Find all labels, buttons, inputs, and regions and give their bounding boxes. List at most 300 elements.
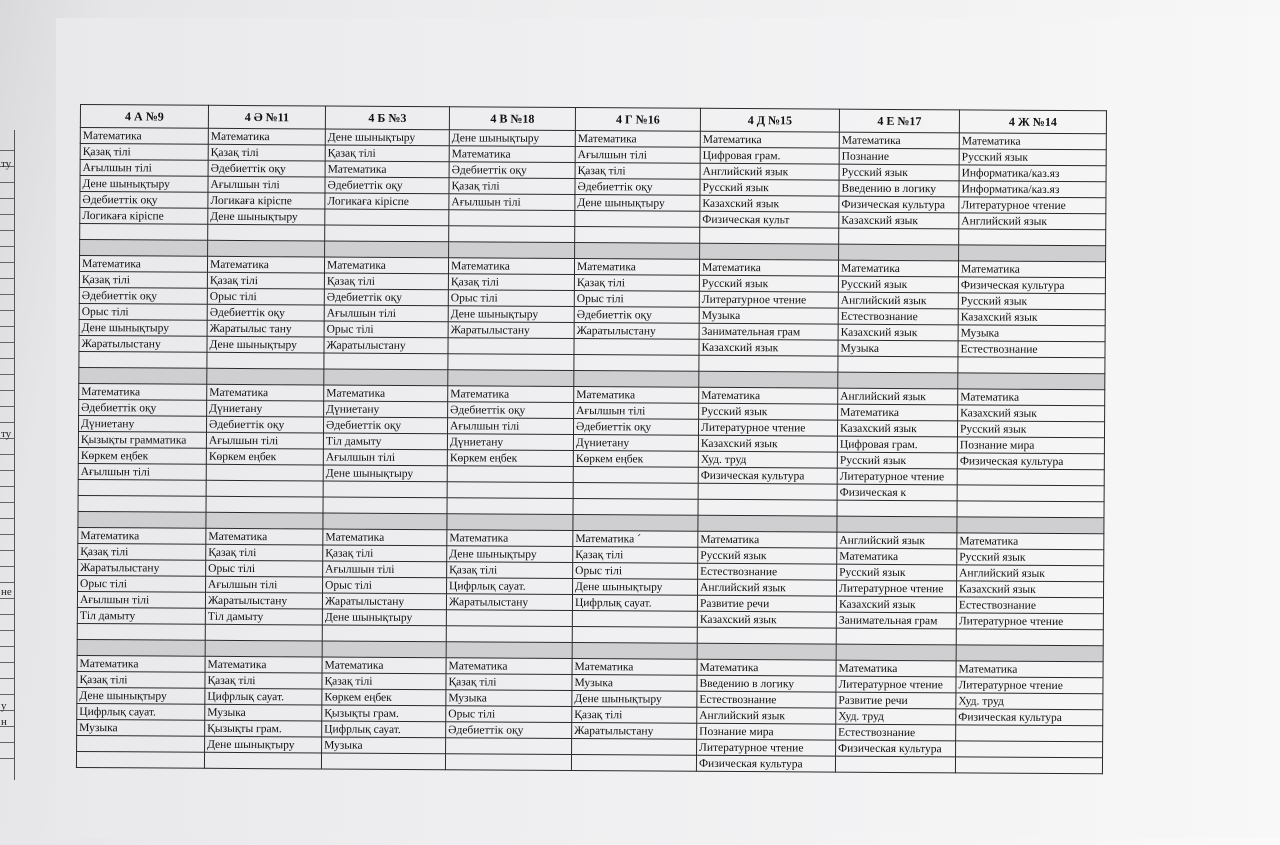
lesson-cell: Көркем еңбек [322, 689, 446, 706]
lesson-cell: Дене шынықтыру [77, 687, 205, 704]
lesson-cell: Русский язык [700, 179, 839, 196]
empty-cell [324, 353, 448, 370]
lesson-cell: Цифрлық сауат. [572, 595, 697, 612]
lesson-cell [957, 485, 1104, 502]
lesson-cell: Ағылшын тілі [324, 305, 448, 322]
lesson-cell: Математика [838, 404, 958, 421]
lesson-cell: Дене шынықтыру [572, 691, 697, 708]
empty-cell [837, 500, 957, 517]
lesson-cell: Дүниетану [78, 415, 206, 432]
lesson-cell: Әдебиеттік оқу [324, 289, 448, 306]
fragment-text: у [1, 700, 7, 712]
lesson-cell [956, 741, 1103, 758]
lesson-cell: Дүниетану [324, 401, 448, 418]
separator-cell [573, 515, 698, 532]
lesson-cell [956, 725, 1103, 742]
separator-cell [322, 641, 446, 658]
separator-cell [836, 644, 956, 661]
lesson-cell: Әдебиеттік оқу [207, 304, 324, 321]
lesson-cell: Введению в логику [697, 675, 836, 692]
lesson-cell: Дене шынықтыру [322, 609, 446, 626]
lesson-cell [572, 739, 697, 756]
empty-cell [78, 495, 206, 512]
lesson-cell: Орыс тілі [448, 290, 574, 307]
lesson-cell: Жаратылыс тану [207, 320, 324, 337]
separator-cell [207, 368, 324, 385]
lesson-cell: Дене шынықтыру [325, 129, 449, 146]
lesson-cell: Математика [698, 531, 837, 548]
lesson-cell: Цифрлық сауат. [322, 721, 446, 738]
lesson-cell: Қазақ тілі [324, 273, 448, 290]
lesson-cell: Дене шынықтыру [79, 319, 207, 336]
empty-cell [448, 354, 574, 371]
lesson-cell: Русский язык [699, 403, 838, 420]
left-table-fragment [0, 130, 15, 780]
empty-cell [959, 229, 1106, 246]
lesson-cell: Дене шынықтыру [573, 579, 698, 596]
empty-cell [80, 224, 208, 241]
lesson-cell: Қазақ тілі [573, 547, 698, 564]
lesson-cell: Литературное чтение [956, 613, 1103, 630]
lesson-cell: Занимательная грам [836, 612, 956, 629]
lesson-cell: Көркем еңбек [206, 448, 323, 465]
lesson-cell: Развитие речи [836, 692, 956, 709]
class-header: 4 Г №16 [575, 108, 700, 132]
lesson-cell: Көркем еңбек [78, 447, 206, 464]
lesson-cell: Естествознание [958, 341, 1105, 358]
lesson-cell: Логикаға кіріспе [80, 208, 208, 225]
lesson-cell: Жаратылыстану [322, 593, 446, 610]
lesson-cell: Қазақ тілі [572, 707, 697, 724]
empty-cell [572, 627, 697, 644]
lesson-cell: Естествознание [836, 724, 956, 741]
lesson-cell: Ағылшын тілі [449, 194, 575, 211]
lesson-cell: Орыс тілі [206, 560, 323, 577]
separator-cell [323, 513, 447, 530]
lesson-cell: Математика [574, 259, 699, 276]
lesson-cell: Ағылшын тілі [206, 432, 323, 449]
lesson-cell: Дене шынықтыру [207, 336, 324, 353]
lesson-cell [835, 756, 955, 773]
lesson-cell: Литературное чтение [698, 419, 837, 436]
lesson-cell: Познание мира [697, 723, 836, 740]
lesson-cell: Математика [80, 128, 208, 145]
class-header: 4 Ж №14 [959, 110, 1106, 134]
lesson-cell: Литературное чтение [837, 580, 957, 597]
lesson-cell: Дене шынықтыру [323, 465, 447, 482]
lesson-cell: Қазақ тілі [79, 271, 207, 288]
lesson-cell: Ағылшын тілі [323, 561, 447, 578]
lesson-cell: Физическая культура [958, 277, 1105, 294]
lesson-cell: Дене шынықтыру [448, 306, 574, 323]
lesson-cell: Қазақ тілі [205, 672, 322, 689]
lesson-cell: Математика [957, 533, 1104, 550]
lesson-cell: Казахский язык [697, 611, 836, 628]
lesson-cell: Орыс тілі [78, 575, 206, 592]
empty-cell [839, 228, 959, 245]
lesson-cell: Казахский язык [838, 324, 958, 341]
lesson-cell: Казахский язык [957, 581, 1104, 598]
empty-cell [698, 499, 837, 516]
lesson-cell: Орыс тілі [323, 577, 447, 594]
lesson-cell: Цифрлық сауат. [205, 688, 322, 705]
lesson-cell: Ағылшын тілі [575, 147, 700, 164]
lesson-cell [78, 479, 206, 496]
lesson-cell: Русский язык [837, 564, 957, 581]
lesson-cell [698, 483, 837, 500]
lesson-cell: Естествознание [956, 597, 1103, 614]
lesson-cell [325, 209, 449, 226]
empty-cell [699, 355, 838, 372]
lesson-cell: Қазақ тілі [449, 178, 575, 195]
lesson-cell: Цифровая грам. [837, 436, 957, 453]
separator-cell [448, 370, 574, 387]
lesson-cell: Логикаға кіріспе [325, 193, 449, 210]
empty-cell [700, 227, 839, 244]
separator-cell [77, 639, 205, 656]
lesson-cell: Русский язык [698, 547, 837, 564]
lesson-cell: Цифрлық сауат. [77, 703, 205, 720]
lesson-cell: Әдебиеттік оқу [573, 419, 698, 436]
lesson-cell: Цифрлық сауат. [447, 578, 573, 595]
empty-cell [956, 629, 1103, 646]
lesson-cell [446, 610, 572, 627]
lesson-cell: Музыка [77, 719, 205, 736]
lesson-cell: Физическая культура [839, 196, 959, 213]
lesson-cell: Жаратылыстану [205, 592, 322, 609]
lesson-cell: Английский язык [957, 565, 1104, 582]
lesson-cell: Әдебиеттік оқу [79, 399, 207, 416]
lesson-cell: Физическая культура [698, 467, 837, 484]
lesson-cell: Көркем еңбек [573, 451, 698, 468]
lesson-cell: Русский язык [957, 549, 1104, 566]
separator-cell [697, 643, 836, 660]
class-header: 4 Д №15 [700, 108, 839, 132]
lesson-cell: Физическая культура [836, 740, 956, 757]
separator-cell [78, 511, 206, 528]
lesson-cell: Английский язык [838, 388, 958, 405]
lesson-cell: Развитие речи [697, 595, 836, 612]
lesson-cell: Русский язык [699, 275, 838, 292]
lesson-cell: Қазақ тілі [206, 544, 323, 561]
lesson-cell: Худ. труд [956, 693, 1103, 710]
lesson-cell: Орыс тілі [446, 706, 572, 723]
lesson-cell: Математика [958, 261, 1105, 278]
empty-cell [79, 351, 207, 368]
lesson-cell: Математика [448, 386, 574, 403]
lesson-cell: Ағылшын тілі [323, 449, 447, 466]
lesson-cell: Қазақ тілі [323, 545, 447, 562]
lesson-cell: Әдебиеттік оқу [448, 402, 574, 419]
lesson-cell [573, 483, 698, 500]
lesson-cell: Математика [572, 659, 697, 676]
lesson-cell: Русский язык [839, 164, 959, 181]
lesson-cell: Қазақ тілі [80, 144, 208, 161]
lesson-cell: Әдебиеттік оқу [449, 162, 575, 179]
separator-cell [837, 516, 957, 533]
lesson-cell: Музыка [446, 690, 572, 707]
lesson-cell: Естествознание [697, 691, 836, 708]
lesson-cell: Математика [325, 161, 449, 178]
lesson-cell: Әдебиеттік оқу [575, 179, 700, 196]
lesson-cell [447, 482, 573, 499]
empty-cell [836, 628, 956, 645]
lesson-cell: Английский язык [837, 532, 957, 549]
lesson-cell: Ағылшын тілі [80, 160, 208, 177]
lesson-cell: Ағылшын тілі [208, 176, 325, 193]
lesson-cell: Литературное чтение [959, 197, 1106, 214]
lesson-cell: Казахский язык [958, 309, 1105, 326]
lesson-cell: Жаратылыстану [572, 723, 697, 740]
lesson-cell: Музыка [838, 340, 958, 357]
lesson-cell: Естествознание [698, 563, 837, 580]
lesson-cell [574, 339, 699, 356]
lesson-cell: Русский язык [958, 293, 1105, 310]
class-header: 4 Ә №11 [208, 105, 325, 129]
separator-cell [446, 642, 572, 659]
lesson-cell: Математика [838, 260, 958, 277]
lesson-cell: Английский язык [700, 163, 839, 180]
lesson-cell: Математика [956, 661, 1103, 678]
separator-cell [574, 371, 699, 388]
empty-cell [322, 625, 446, 642]
empty-cell [207, 352, 324, 369]
separator-cell [956, 645, 1103, 662]
lesson-cell: Музыка [322, 737, 446, 754]
lesson-cell: Математика [447, 530, 573, 547]
lesson-cell: Дене шынықтыру [205, 736, 322, 753]
lesson-cell: Қазақ тілі [208, 144, 325, 161]
lesson-cell: Әдебиеттік оқу [79, 287, 207, 304]
lesson-cell: Тіл дамыту [323, 433, 447, 450]
lesson-cell: Дене шынықтыру [447, 546, 573, 563]
lesson-cell: Музыка [572, 675, 697, 692]
lesson-cell: Әдебиеттік оқу [206, 416, 323, 433]
lesson-cell [448, 338, 574, 355]
separator-cell [324, 369, 448, 386]
lesson-cell: Қызықты грам. [205, 720, 322, 737]
lesson-cell: Қазақ тілі [447, 562, 573, 579]
empty-cell [206, 496, 323, 513]
lesson-cell: Математика [205, 656, 322, 673]
lesson-cell: Қазақ тілі [322, 673, 446, 690]
separator-cell [80, 240, 208, 257]
separator-cell [79, 367, 207, 384]
separator-cell [575, 243, 700, 260]
lesson-cell [571, 755, 696, 772]
lesson-cell: Орыс тілі [207, 288, 324, 305]
lesson-cell: Қазақ тілі [575, 163, 700, 180]
lesson-cell: Физическая культура [956, 709, 1103, 726]
lesson-cell [76, 751, 204, 768]
lesson-cell: Қазақ тілі [77, 671, 205, 688]
fragment-text: ту [1, 158, 12, 170]
lesson-cell: Математика [206, 528, 323, 545]
lesson-cell: Математика [449, 146, 575, 163]
lesson-cell [445, 754, 571, 771]
lesson-cell: Английский язык [698, 579, 837, 596]
lesson-cell: Казахский язык [700, 195, 839, 212]
lesson-cell: Ағылшын тілі [447, 418, 573, 435]
lesson-cell [572, 611, 697, 628]
separator-cell [699, 371, 838, 388]
separator-cell [208, 240, 325, 257]
separator-cell [205, 640, 322, 657]
lesson-cell [204, 752, 321, 769]
lesson-cell: Математика [959, 133, 1106, 150]
lesson-cell: Дене шынықтыру [208, 208, 325, 225]
lesson-cell [957, 469, 1104, 486]
empty-cell [447, 498, 573, 515]
class-header: 4 Б №3 [325, 106, 449, 130]
separator-cell [959, 245, 1106, 262]
lesson-cell [321, 753, 445, 770]
separator-cell [957, 517, 1104, 534]
class-header: 4 В №18 [449, 107, 575, 131]
lesson-cell: Физическая к [837, 484, 957, 501]
lesson-cell: Ағылшын тілі [574, 403, 699, 420]
lesson-cell: Математика [446, 658, 572, 675]
lesson-cell [449, 210, 575, 227]
empty-cell [77, 623, 205, 640]
lesson-cell: Ағылшын тілі [78, 463, 206, 480]
lesson-cell: Қазақ тілі [574, 275, 699, 292]
empty-cell [449, 226, 575, 243]
lesson-cell: Дүниетану [447, 434, 573, 451]
fragment-text: не [1, 586, 12, 598]
lesson-cell: Русский язык [959, 149, 1106, 166]
lesson-cell: Литературное чтение [837, 468, 957, 485]
lesson-cell: Әдебиеттік оқу [574, 307, 699, 324]
lesson-cell: Казахский язык [837, 420, 957, 437]
lesson-cell: Әдебиеттік оқу [80, 192, 208, 209]
lesson-cell: Литературное чтение [836, 676, 956, 693]
lesson-cell: Казахский язык [958, 405, 1105, 422]
empty-cell [957, 501, 1104, 518]
empty-cell [838, 356, 958, 373]
lesson-cell: Математика [323, 529, 447, 546]
lesson-cell: Худ. труд [698, 451, 837, 468]
empty-cell [574, 355, 699, 372]
empty-cell [208, 224, 325, 241]
separator-cell [838, 372, 958, 389]
lesson-cell: Жаратылыстану [78, 559, 206, 576]
lesson-cell: Казахский язык [839, 212, 959, 229]
lesson-cell: Физическая культура [957, 453, 1104, 470]
empty-cell [325, 225, 449, 242]
lesson-cell: Қазақ тілі [207, 272, 324, 289]
fragment-text: ту [1, 428, 12, 440]
lesson-cell: Математика [699, 387, 838, 404]
lesson-cell: Математика [78, 527, 206, 544]
lesson-cell: Қазақ тілі [446, 674, 572, 691]
lesson-cell: Казахский язык [699, 339, 838, 356]
lesson-cell [206, 480, 323, 497]
lesson-cell: Әдебиеттік оқу [208, 160, 325, 177]
class-header: 4 Е №17 [839, 109, 959, 133]
lesson-cell: Математика [839, 132, 959, 149]
lesson-cell: Казахский язык [698, 435, 837, 452]
lesson-cell: Орыс тілі [324, 321, 448, 338]
lesson-cell: Английский язык [959, 213, 1106, 230]
lesson-cell: Әдебиеттік оқу [446, 722, 572, 739]
lesson-cell: Орыс тілі [573, 563, 698, 580]
separator-cell [447, 514, 573, 531]
schedule-body [76, 128, 1106, 774]
lesson-cell [446, 738, 572, 755]
lesson-cell: Жаратылыстану [79, 335, 207, 352]
lesson-cell: Логикаға кіріспе [208, 192, 325, 209]
lesson-cell: Қызықты грам. [322, 705, 446, 722]
empty-cell [323, 497, 447, 514]
lesson-cell: Литературное чтение [956, 677, 1103, 694]
lesson-cell: Цифровая грам. [700, 147, 839, 164]
lesson-cell: Жаратылыстану [446, 594, 572, 611]
lesson-cell: Русский язык [837, 452, 957, 469]
lesson-cell: Математика [77, 655, 205, 672]
lesson-cell: Русский язык [838, 276, 958, 293]
lesson-cell: Английский язык [697, 707, 836, 724]
lesson-cell: Математика ´ [573, 531, 698, 548]
separator-cell [698, 515, 837, 532]
lesson-cell: Әдебиеттік оқу [325, 177, 449, 194]
lesson-cell: Литературное чтение [697, 739, 836, 756]
lesson-cell: Математика [322, 657, 446, 674]
lesson-cell [206, 464, 323, 481]
separator-cell [206, 512, 323, 529]
lesson-cell: Математика [79, 383, 207, 400]
separator-cell [839, 244, 959, 261]
lesson-cell: Математика [837, 548, 957, 565]
empty-cell [573, 499, 698, 516]
lesson-cell: Дүниетану [207, 400, 324, 417]
lesson-cell [573, 467, 698, 484]
separator-cell [325, 241, 449, 258]
lesson-cell: Тіл дамыту [205, 608, 322, 625]
lesson-cell: Музыка [205, 704, 322, 721]
lesson-cell: Қазақ тілі [325, 145, 449, 162]
fragment-text: н [1, 716, 7, 728]
lesson-cell [323, 481, 447, 498]
lesson-cell: Музыка [958, 325, 1105, 342]
lesson-cell: Казахский язык [836, 596, 956, 613]
lesson-cell: Введению в логику [839, 180, 959, 197]
empty-cell [446, 626, 572, 643]
empty-cell [205, 624, 322, 641]
separator-cell [700, 243, 839, 260]
lesson-cell: Литературное чтение [699, 291, 838, 308]
empty-cell [958, 357, 1105, 374]
lesson-cell [575, 211, 700, 228]
lesson-cell: Занимательная грам [699, 323, 838, 340]
lesson-cell: Познание [839, 148, 959, 165]
lesson-cell: Жаратылыстану [448, 322, 574, 339]
lesson-cell: Математика [699, 259, 838, 276]
schedule-table [76, 104, 1107, 774]
lesson-cell: Дүниетану [573, 435, 698, 452]
separator-cell [449, 242, 575, 259]
lesson-cell: Ағылшын тілі [77, 591, 205, 608]
empty-cell [697, 627, 836, 644]
lesson-cell: Қазақ тілі [78, 543, 206, 560]
lesson-cell: Математика [575, 131, 700, 148]
lesson-cell: Физическая культ [700, 211, 839, 228]
lesson-cell: Математика [207, 384, 324, 401]
lesson-cell: Орыс тілі [574, 291, 699, 308]
lesson-cell: Естествознание [838, 308, 958, 325]
class-header: 4 А №9 [80, 105, 208, 129]
lesson-cell: Математика [79, 256, 207, 273]
